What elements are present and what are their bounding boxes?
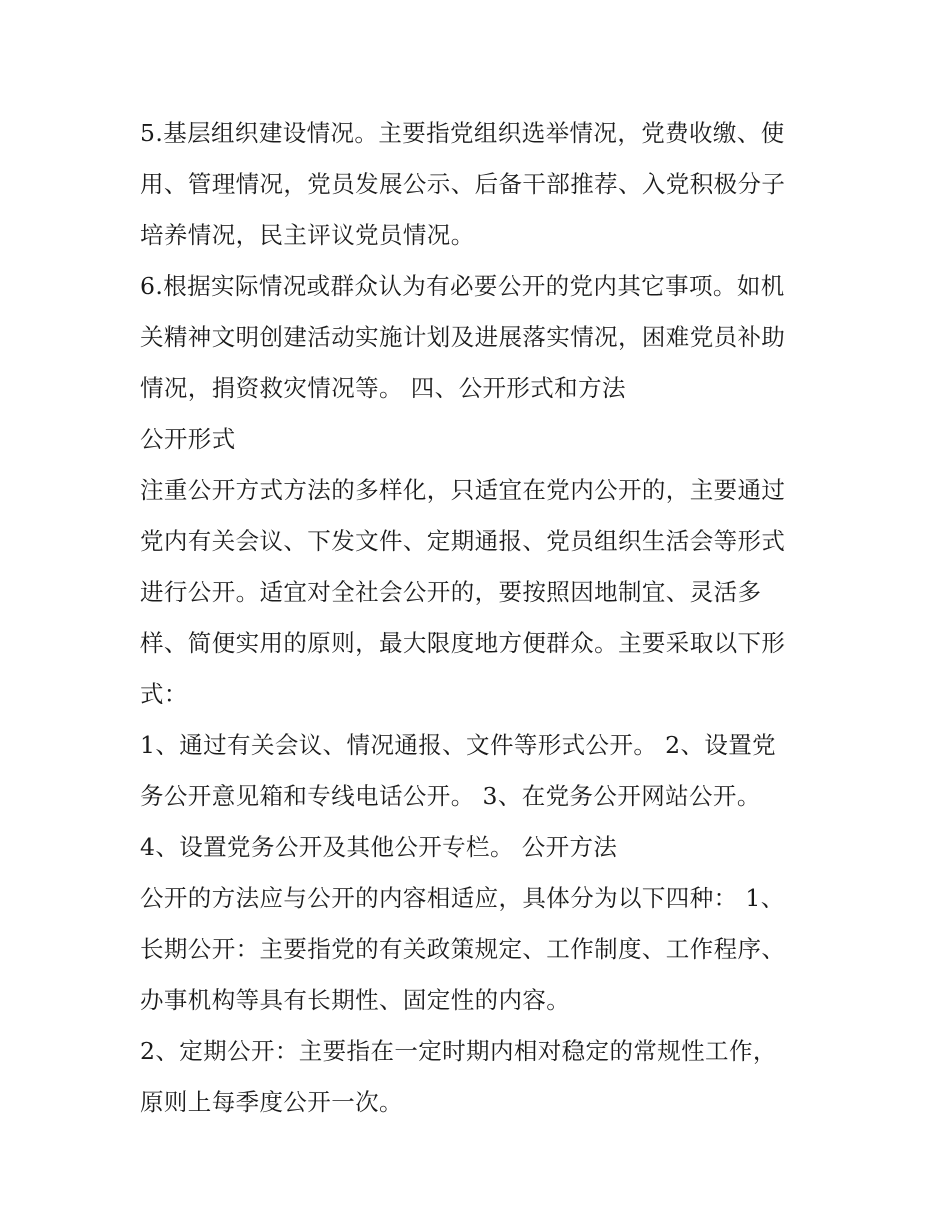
text-line-10: 进行公开。适宜对全社会公开的，要按照因地制宜、灵活多 bbox=[140, 578, 762, 606]
text-line-02: 用、管理情况，党员发展公示、后备干部推荐、入党积极分子 bbox=[140, 170, 786, 198]
text-line-11: 样、简便实用的原则，最大限度地方便群众。主要采取以下形 bbox=[140, 629, 786, 657]
text-line-19: 2、定期公开：主要指在一定时期内相对稳定的常规性工作， bbox=[140, 1037, 777, 1065]
text-line-03: 培养情况，民主评议党员情况。 bbox=[140, 221, 475, 249]
text-line-01: 5.基层组织建设情况。主要指党组织选举情况，党费收缴、使 bbox=[140, 119, 785, 147]
text-line-14: 务公开意见箱和专线电话公开。 3、在党务公开网站公开。 bbox=[140, 782, 761, 810]
text-line-15: 4、设置党务公开及其他公开专栏。 公开方法 bbox=[140, 833, 618, 861]
document-body bbox=[140, 108, 820, 1128]
text-line-06: 情况，捐资救灾情况等。 四、公开形式和方法 bbox=[140, 374, 626, 402]
text-line-17: 长期公开：主要指党的有关政策规定、工作制度、工作程序、 bbox=[140, 935, 786, 963]
text-line-20: 原则上每季度公开一次。 bbox=[140, 1088, 403, 1116]
text-line-16: 公开的方法应与公开的内容相适应，具体分为以下四种： 1、 bbox=[140, 884, 785, 912]
text-line-05: 关精神文明创建活动实施计划及进展落实情况，困难党员补助 bbox=[140, 323, 786, 351]
text-line-09: 党内有关会议、下发文件、定期通报、党员组织生活会等形式 bbox=[140, 527, 786, 555]
text-line-08: 注重公开方式方法的多样化，只适宜在党内公开的，主要通过 bbox=[140, 476, 786, 504]
text-line-18: 办事机构等具有长期性、固定性的内容。 bbox=[140, 986, 571, 1014]
section-heading-forms: 公开形式 bbox=[140, 425, 236, 453]
text-line-12: 式： bbox=[140, 680, 188, 708]
text-line-04: 6.根据实际情况或群众认为有必要公开的党内其它事项。如机 bbox=[140, 272, 785, 300]
text-line-13: 1、通过有关会议、情况通报、文件等形式公开。 2、设置党 bbox=[140, 731, 777, 759]
